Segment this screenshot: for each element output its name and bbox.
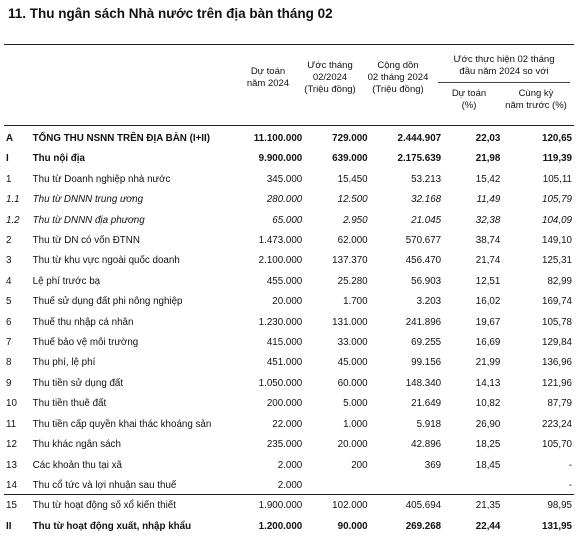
cell-uoc-thang: 131.000 <box>332 316 368 328</box>
cell-uoc-thang: 15.450 <box>337 173 368 185</box>
row-code: A <box>6 133 14 144</box>
cell-cung-ky-pct: 105,11 <box>542 173 572 185</box>
table-row <box>0 394 578 414</box>
cell-cung-ky-pct: 105,79 <box>542 194 572 206</box>
cell-du-toan: 1.473.000 <box>258 235 303 247</box>
cell-cong-don: 53.213 <box>411 173 442 185</box>
cell-uoc-thang: 20.000 <box>337 439 368 451</box>
cell-du-toan-pct: 22,03 <box>475 133 501 144</box>
cell-uoc-thang: 729.000 <box>332 133 368 144</box>
row-code: 2 <box>6 235 12 247</box>
cell-du-toan-pct: 18,45 <box>475 459 501 471</box>
cell-cong-don: 405.694 <box>405 500 442 512</box>
table-row <box>0 292 578 312</box>
cell-du-toan: 11.100.000 <box>253 133 303 144</box>
budget-table <box>0 129 578 537</box>
row-code: 9 <box>6 377 12 389</box>
cell-du-toan-pct: 21,99 <box>475 357 501 369</box>
table-row <box>0 435 578 455</box>
cell-uoc-thang: 2.950 <box>343 214 368 226</box>
cell-cong-don: 369 <box>424 459 442 471</box>
cell-cung-ky-pct: 105,70 <box>542 439 572 451</box>
header-line: (Triệu đồng) <box>372 84 424 95</box>
row-code: 11 <box>6 418 17 430</box>
table-row <box>0 170 578 190</box>
row-code: 3 <box>6 255 12 267</box>
cell-du-toan: 280.000 <box>266 194 303 206</box>
cell-cong-don: 21.045 <box>411 214 442 226</box>
table-bottom-rule <box>4 494 574 495</box>
header-line: Dự toán <box>451 88 487 99</box>
cell-cong-don: 148.340 <box>405 377 442 389</box>
cell-uoc-thang: 25.280 <box>337 275 368 287</box>
cell-uoc-thang: 200 <box>351 459 368 471</box>
cell-du-toan: 1.230.000 <box>258 316 303 328</box>
table-row <box>0 272 578 292</box>
header-du-toan <box>236 66 300 90</box>
cell-cung-ky-pct: 120,65 <box>542 133 572 144</box>
cell-cong-don: 570.677 <box>405 235 442 247</box>
row-label: Thuế bảo vệ môi trường <box>32 337 139 349</box>
cell-cong-don: 69.255 <box>411 337 442 349</box>
cell-du-toan-pct: 12,51 <box>475 275 501 287</box>
cell-du-toan: 1.900.000 <box>258 500 303 512</box>
table-row <box>0 211 578 231</box>
cell-du-toan-pct: 18,25 <box>475 439 501 451</box>
cell-du-toan: 451.000 <box>266 357 303 369</box>
cell-cung-ky-pct: 119,39 <box>542 153 572 165</box>
cell-du-toan-pct: 38,74 <box>475 235 501 247</box>
cell-du-toan: 20.000 <box>272 296 303 308</box>
row-label: Thu phí, lệ phí <box>32 357 96 369</box>
header-line: Ước tháng <box>307 60 353 71</box>
table-row <box>0 517 578 537</box>
row-label: Lệ phí trước bạ <box>32 275 101 287</box>
table-row <box>0 415 578 435</box>
header-line: năm 2024 <box>246 78 290 89</box>
cell-cung-ky-pct: 87,79 <box>547 398 572 410</box>
cell-cung-ky-pct: 82,99 <box>547 275 572 287</box>
table-row <box>0 333 578 353</box>
cell-du-toan-pct: 22,44 <box>475 520 501 532</box>
cell-cung-ky-pct: 223,24 <box>542 418 572 430</box>
cell-cung-ky-pct: 121,96 <box>542 377 572 389</box>
header-du-toan-pct <box>440 88 498 112</box>
header-line: Ước thực hiện 02 tháng <box>453 54 555 65</box>
cell-cung-ky-pct: 125,31 <box>542 255 572 267</box>
row-label: Thu cổ tức và lợi nhuận sau thuế <box>32 479 177 491</box>
row-code: 1.1 <box>6 194 20 206</box>
row-label: Thu tiền cấp quyền khai thác khoáng sản <box>32 418 212 430</box>
cell-du-toan: 9.900.000 <box>258 153 303 165</box>
row-code: 1 <box>6 173 12 185</box>
cell-du-toan-pct: 32,38 <box>475 214 501 226</box>
row-label: Thu từ khu vực ngoài quốc doanh <box>32 255 180 267</box>
header-line: năm trước (%) <box>505 100 567 111</box>
row-label: TỔNG THU NSNN TRÊN ĐỊA BÀN (I+II) <box>32 133 211 144</box>
table-row <box>0 231 578 251</box>
cell-uoc-thang: 90.000 <box>337 520 368 532</box>
cell-cong-don: 3.203 <box>416 296 442 308</box>
cell-du-toan-pct: 21,98 <box>475 153 501 165</box>
table-row <box>0 374 578 394</box>
header-line: Dự toán <box>250 66 286 77</box>
cell-uoc-thang: 12.500 <box>337 194 368 206</box>
row-label: Thu từ DN có vốn ĐTNN <box>32 235 140 247</box>
table-row <box>0 353 578 373</box>
cell-cong-don: 456.470 <box>405 255 442 267</box>
header-group-rule <box>438 82 570 83</box>
cell-du-toan-pct: 21,35 <box>475 500 501 512</box>
cell-cung-ky-pct: 149,10 <box>542 235 572 247</box>
cell-cung-ky-pct: - <box>568 459 572 471</box>
cell-du-toan: 1.050.000 <box>258 377 303 389</box>
cell-uoc-thang: 45.000 <box>337 357 368 369</box>
cell-du-toan-pct: 19,67 <box>475 316 501 328</box>
header-line: 02/2024 <box>312 72 348 83</box>
cell-cung-ky-pct: 105,78 <box>542 316 572 328</box>
row-label: Thuế sử dụng đất phi nông nghiệp <box>32 296 183 308</box>
table-row <box>0 251 578 271</box>
header-line: Cùng kỳ <box>518 88 554 99</box>
row-label: Các khoản thu tại xã <box>32 459 122 471</box>
cell-du-toan: 345.000 <box>266 173 303 185</box>
row-label: Thu từ hoạt động xuất, nhập khẩu <box>32 520 192 532</box>
cell-du-toan-pct: 10,82 <box>475 398 501 410</box>
cell-cong-don: 56.903 <box>411 275 442 287</box>
cell-cong-don: 269.268 <box>405 520 442 532</box>
cell-uoc-thang: 33.000 <box>337 337 368 349</box>
row-code: 10 <box>6 398 17 410</box>
row-code: 15 <box>6 500 17 512</box>
cell-cung-ky-pct: 98,95 <box>547 500 572 512</box>
row-label: Thu nội địa <box>32 153 85 165</box>
header-uoc-thang <box>296 60 364 96</box>
header-line: (Triệu đồng) <box>304 84 356 95</box>
cell-du-toan-pct: 16,02 <box>475 296 501 308</box>
row-code: 4 <box>6 275 12 287</box>
row-code: II <box>6 520 12 532</box>
row-code: I <box>6 153 9 165</box>
row-code: 6 <box>6 316 12 328</box>
cell-uoc-thang: 1.000 <box>343 418 368 430</box>
row-label: Thu tiền thuê đất <box>32 398 107 410</box>
table-row <box>0 149 578 169</box>
row-code: 8 <box>6 357 12 369</box>
cell-cung-ky-pct: 131,95 <box>542 520 572 532</box>
cell-du-toan: 200.000 <box>266 398 303 410</box>
header-cung-ky <box>498 88 574 112</box>
cell-uoc-thang: 639.000 <box>332 153 368 165</box>
cell-uoc-thang: 60.000 <box>337 377 368 389</box>
header-cong-don <box>362 60 434 96</box>
row-code: 14 <box>6 479 17 491</box>
cell-du-toan-pct: 14,13 <box>475 377 501 389</box>
cell-du-toan-pct: 26,90 <box>475 418 501 430</box>
cell-du-toan-pct: 21,74 <box>475 255 501 267</box>
row-code: 1.2 <box>6 214 20 226</box>
cell-du-toan: 2.000 <box>277 459 303 471</box>
table-top-rule <box>4 44 574 45</box>
table-row <box>0 496 578 516</box>
header-line: đầu năm 2024 so với <box>459 66 549 77</box>
header-line: (%) <box>461 100 477 111</box>
cell-uoc-thang: 5.000 <box>343 398 368 410</box>
cell-cong-don: 99.156 <box>411 357 442 369</box>
cell-cong-don: 2.444.907 <box>397 133 442 144</box>
header-line: 02 tháng 2024 <box>367 72 429 83</box>
cell-cong-don: 32.168 <box>411 194 442 206</box>
row-label: Thu từ DNNN địa phương <box>32 214 145 226</box>
table-row <box>0 190 578 210</box>
cell-du-toan: 65.000 <box>272 214 303 226</box>
cell-cung-ky-pct: 104,09 <box>542 214 572 226</box>
cell-uoc-thang: 1.700 <box>343 296 368 308</box>
cell-du-toan-pct: 16,69 <box>475 337 501 349</box>
cell-uoc-thang: 137.370 <box>332 255 368 267</box>
table-row <box>0 129 578 149</box>
row-code: 13 <box>6 459 17 471</box>
cell-du-toan: 455.000 <box>266 275 303 287</box>
cell-cong-don: 241.896 <box>405 316 442 328</box>
row-code: 7 <box>6 337 12 349</box>
header-line: Cộng dồn <box>377 60 419 71</box>
row-label: Thu khác ngân sách <box>32 439 121 451</box>
cell-cung-ky-pct: 169,74 <box>542 296 572 308</box>
row-label: Thu từ hoạt động số xổ kiến thiết <box>32 500 176 512</box>
cell-du-toan: 235.000 <box>266 439 303 451</box>
cell-cong-don: 21.649 <box>411 398 442 410</box>
table-row <box>0 456 578 476</box>
row-code: 12 <box>6 439 17 451</box>
header-group <box>438 54 570 78</box>
cell-cong-don: 2.175.639 <box>397 153 442 165</box>
cell-uoc-thang: 102.000 <box>332 500 368 512</box>
cell-du-toan: 415.000 <box>266 337 303 349</box>
cell-cong-don: 5.918 <box>416 418 442 430</box>
cell-cung-ky-pct: - <box>568 479 572 491</box>
cell-du-toan: 1.200.000 <box>258 520 303 532</box>
cell-du-toan-pct: 15,42 <box>475 173 501 185</box>
row-label: Thuế thu nhập cá nhân <box>32 316 134 328</box>
row-label: Thu từ Doanh nghiệp nhà nước <box>32 173 171 185</box>
cell-uoc-thang: 62.000 <box>337 235 368 247</box>
row-code: 5 <box>6 296 12 308</box>
cell-du-toan: 22.000 <box>272 418 303 430</box>
header-bottom-rule <box>4 125 574 126</box>
page-title: 11. Thu ngân sách Nhà nước trên địa bàn tháng 02 <box>8 6 333 21</box>
cell-du-toan-pct: 11,49 <box>476 194 501 206</box>
row-label: Thu từ DNNN trung ương <box>32 194 144 206</box>
row-label: Thu tiền sử dụng đất <box>32 377 124 389</box>
table-row <box>0 313 578 333</box>
cell-cong-don: 42.896 <box>411 439 442 451</box>
cell-du-toan: 2.100.000 <box>258 255 303 267</box>
cell-cung-ky-pct: 129,84 <box>542 337 572 349</box>
cell-du-toan: 2.000 <box>277 479 303 491</box>
cell-cung-ky-pct: 136,96 <box>542 357 572 369</box>
